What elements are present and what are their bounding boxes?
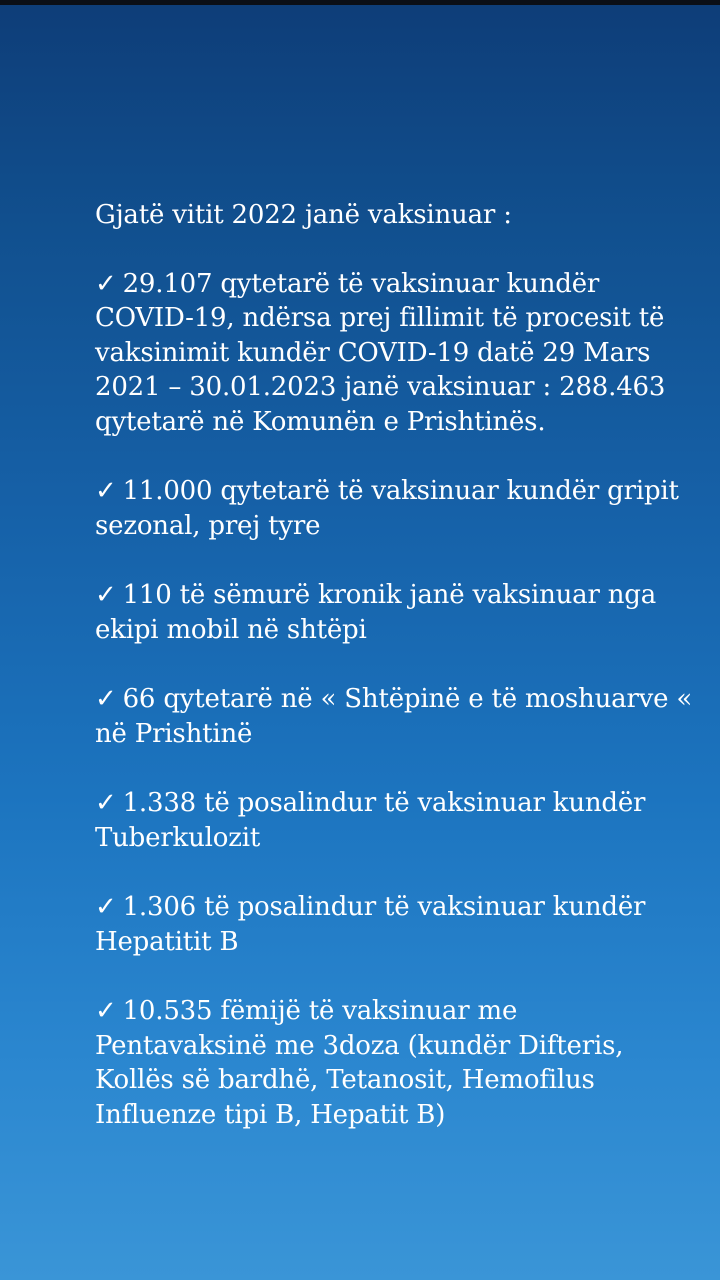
check-icon: ✓ — [95, 788, 117, 818]
check-icon: ✓ — [95, 892, 117, 922]
check-icon: ✓ — [95, 476, 117, 506]
list-item-pentavaccine — [95, 994, 695, 1132]
list-item-text: 10.535 fëmijë të vaksinuar me Pentavaksinë me 3doza (kundër Difteris, Kollës së bardhë, Tetanosit, Hemofilus Influenze tipi B, Hepatit B) — [95, 996, 624, 1130]
check-icon: ✓ — [95, 996, 117, 1026]
list-item-chronic — [95, 578, 695, 647]
list-item-text: 110 të sëmurë kronik janë vaksinuar nga ekipi mobil në shtëpi — [95, 580, 657, 645]
story-text-block — [95, 198, 695, 1132]
list-item-text: 66 qytetarë në « Shtëpinë e të moshuarve « në Prishtinë — [95, 684, 693, 749]
list-item-text: 11.000 qytetarë të vaksinuar kundër gripit sezonal, prej tyre — [95, 476, 679, 541]
check-icon: ✓ — [95, 580, 117, 610]
check-icon: ✓ — [95, 268, 117, 299]
list-item-elderly-home — [95, 682, 695, 751]
list-item-flu — [95, 474, 695, 543]
list-item-text: 1.338 të posalindur të vaksinuar kundër Tuberkulozit — [95, 788, 646, 853]
list-item-covid — [95, 267, 695, 440]
list-item-tuberculosis — [95, 786, 695, 855]
list-item-text: 1.306 të posalindur të vaksinuar kundër Hepatitit B — [95, 892, 646, 957]
top-status-strip — [0, 0, 720, 5]
check-icon: ✓ — [95, 684, 117, 714]
list-item-text: 29.107 qytetarë të vaksinuar kundër COVID-19, ndërsa prej fillimit të procesit të vaksinimit kundër COVID-19 datë 29 Mars 2021 – 30.01.2023 janë vaksinuar : 288.463 qytetarë në Komunën e Prishtinës. — [95, 268, 666, 437]
intro-line: Gjatë vitit 2022 janë vaksinuar : — [95, 200, 512, 230]
list-item-hepatitis-b — [95, 890, 695, 959]
